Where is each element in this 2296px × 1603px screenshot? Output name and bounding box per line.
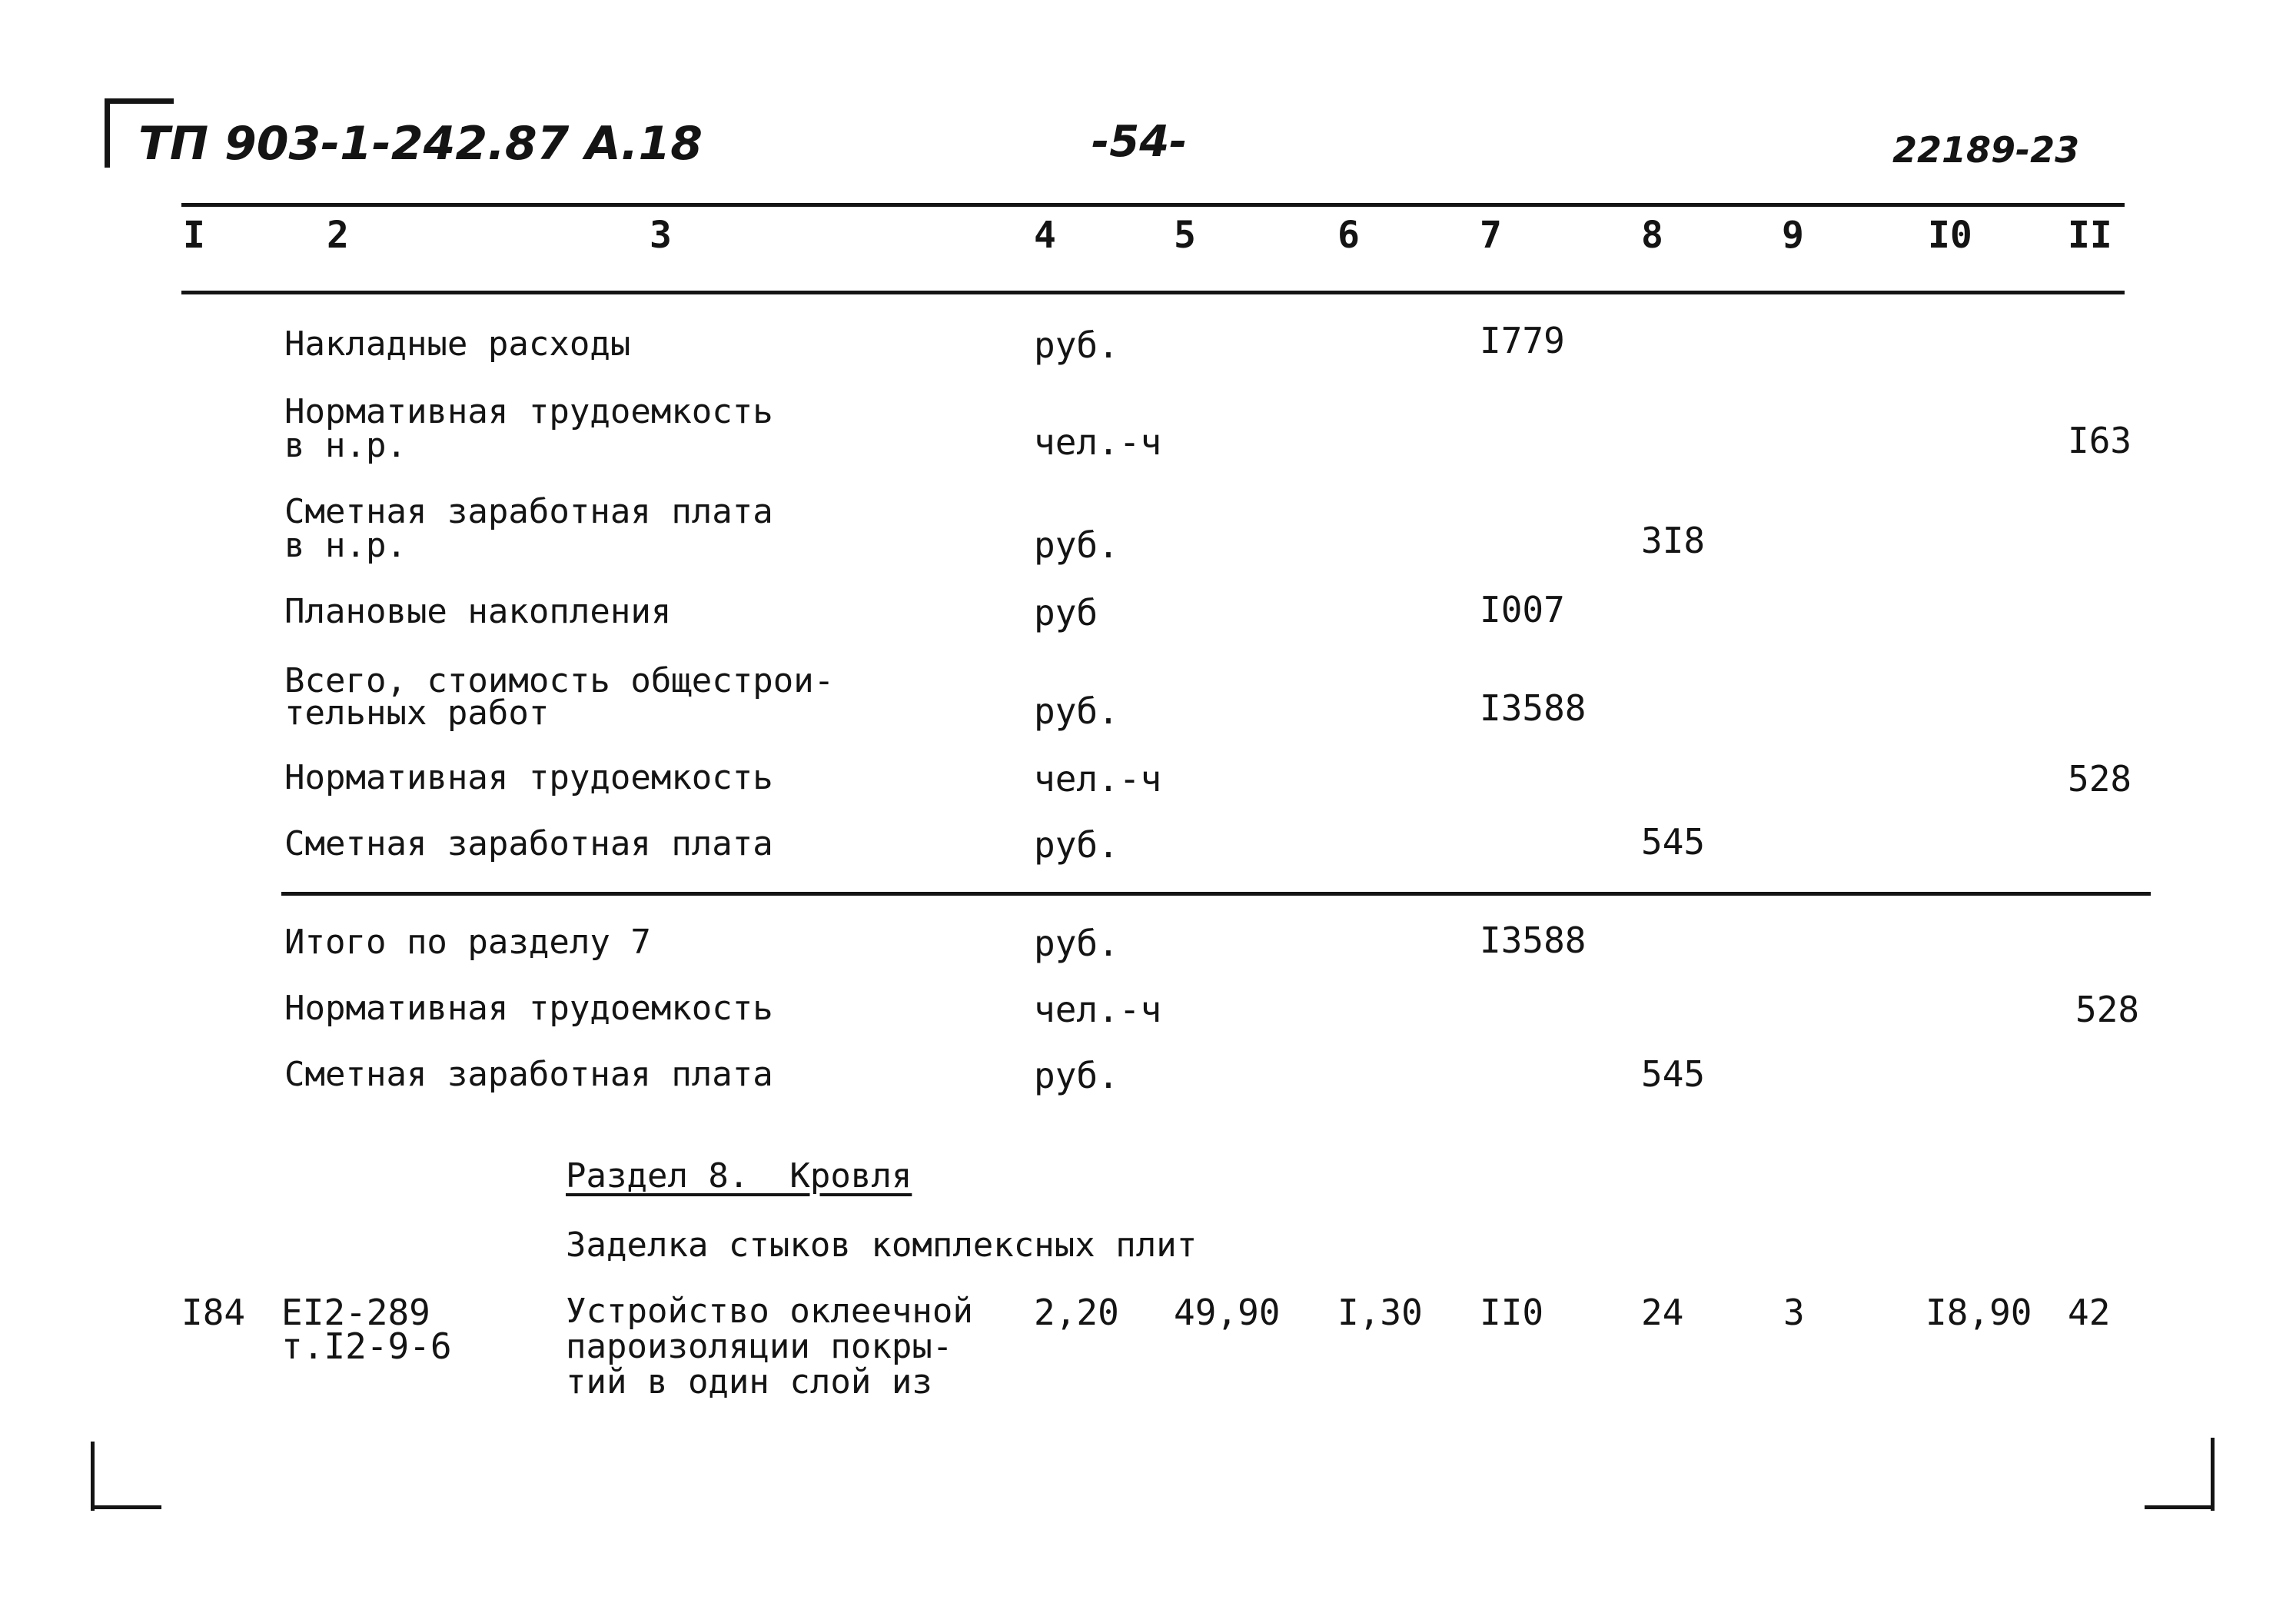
row-planned-savings-col7: I007 — [1480, 589, 1565, 630]
row-total-cost-label-line2: тельных работ — [284, 693, 550, 733]
row-total-cost-col7: I3588 — [1480, 687, 1587, 729]
item-col4: 2,20 — [1034, 1292, 1119, 1333]
column-number-4: 4 — [1034, 214, 1056, 257]
item-col2-line1: ЕI2-289 — [281, 1292, 430, 1333]
row-total-cost-unit: руб. — [1034, 690, 1119, 732]
row-wage-unit: руб. — [1034, 824, 1119, 866]
row-wage-nr-col8: 3I8 — [1641, 520, 1706, 561]
row-wage-nr-label-line2: в н.р. — [284, 526, 407, 565]
item-col7: II0 — [1480, 1292, 1544, 1333]
total-section7-col7: I3588 — [1480, 920, 1587, 961]
section-total-rule — [281, 892, 2151, 896]
total-labor-unit: чел.-ч — [1034, 989, 1162, 1030]
frame-corner-bottom-right-h — [2145, 1505, 2214, 1509]
column-number-7: 7 — [1480, 214, 1502, 257]
total-section7-label: Итого по разделу 7 — [284, 923, 651, 962]
row-labor-nr-label-line2: в н.р. — [284, 426, 407, 465]
column-number-5: 5 — [1174, 214, 1196, 257]
section-subtitle: Заделка стыков комплексных плит — [566, 1226, 1198, 1265]
column-number-10: I0 — [1928, 214, 1972, 257]
frame-corner-bottom-right — [2211, 1438, 2215, 1511]
total-wage-label: Сметная заработная плата — [284, 1055, 773, 1094]
frame-corner-bottom-left-h — [91, 1505, 161, 1509]
column-number-8: 8 — [1641, 214, 1663, 257]
item-col8: 24 — [1641, 1292, 1684, 1333]
row-wage-label: Сметная заработная плата — [284, 824, 773, 863]
item-description-line3: тий в один слой из — [566, 1362, 932, 1402]
item-col5: 49,90 — [1174, 1292, 1281, 1333]
item-col9: 3 — [1783, 1292, 1805, 1333]
item-col2-line2: т.I2-9-6 — [281, 1325, 452, 1367]
frame-corner-top-left — [105, 98, 110, 168]
total-labor-col11: 528 — [2075, 989, 2140, 1030]
total-wage-unit: руб. — [1034, 1055, 1119, 1096]
item-col10: I8,90 — [1926, 1292, 2032, 1333]
row-wage-nr-label-line1: Сметная заработная плата — [284, 492, 773, 531]
row-wage-nr-unit: руб. — [1034, 524, 1119, 566]
item-col11: 42 — [2068, 1292, 2111, 1333]
page-number: -54- — [1092, 117, 1188, 167]
row-total-cost-label-line1: Всего, стоимость общестрои- — [284, 661, 835, 700]
column-number-9: 9 — [1782, 214, 1804, 257]
row-overhead-unit: руб. — [1034, 324, 1119, 366]
column-number-3: 3 — [650, 214, 672, 257]
row-labor-unit: чел.-ч — [1034, 758, 1162, 800]
section-title: Раздел 8. Кровля — [566, 1156, 912, 1196]
row-overhead-label: Накладные расходы — [284, 324, 631, 364]
row-planned-savings-unit: руб — [1034, 592, 1098, 634]
row-labor-nr-unit: чел.-ч — [1034, 421, 1162, 463]
frame-corner-bottom-left — [91, 1442, 95, 1511]
item-col6: I,30 — [1337, 1292, 1423, 1333]
column-number-2: 2 — [327, 214, 349, 257]
row-wage-col8: 545 — [1641, 821, 1706, 863]
row-labor-nr-label-line1: Нормативная трудоемкость — [284, 392, 773, 431]
total-labor-label: Нормативная трудоемкость — [284, 989, 773, 1028]
column-number-1: I — [183, 214, 205, 257]
item-col1: I84 — [181, 1292, 246, 1333]
document-code: ТП 903-1-242.87 А.18 — [138, 117, 703, 171]
item-description-line2: пароизоляции покры- — [566, 1327, 953, 1366]
row-labor-label: Нормативная трудоемкость — [284, 758, 773, 797]
frame-corner-top-left-h — [105, 98, 174, 104]
table-top-rule — [181, 203, 2125, 207]
row-planned-savings-label: Плановые накопления — [284, 592, 672, 631]
row-labor-col11: 528 — [2068, 758, 2132, 800]
column-number-6: 6 — [1337, 214, 1360, 257]
total-section7-unit: руб. — [1034, 923, 1119, 964]
column-number-11: II — [2068, 214, 2112, 257]
sheet-code: 22189-23 — [1892, 129, 2080, 171]
header-bottom-rule — [181, 291, 2125, 294]
item-description-line1: Устройство оклеечной — [566, 1292, 973, 1331]
row-overhead-col7: I779 — [1480, 320, 1565, 361]
total-wage-col8: 545 — [1641, 1053, 1706, 1095]
row-labor-nr-col11: I63 — [2068, 420, 2132, 461]
